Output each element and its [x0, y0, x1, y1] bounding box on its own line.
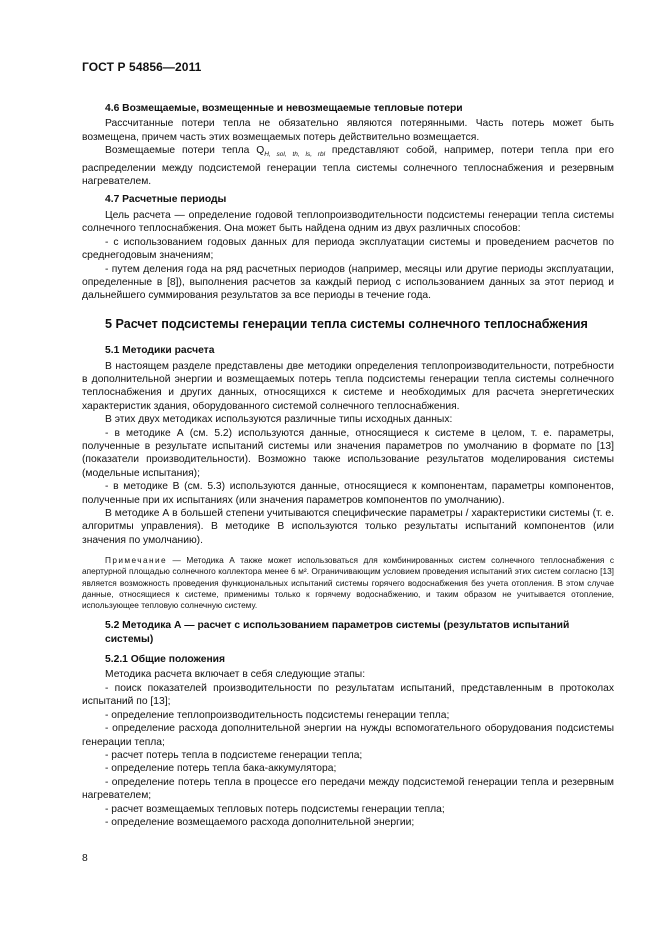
- paragraph: Методика расчета включает в себя следующие этапы:: [105, 669, 366, 681]
- section-heading-4-7: 4.7 Расчетные периоды: [105, 194, 227, 206]
- chapter-heading-5: 5 Расчет подсистемы генерации тепла системы солнечного теплоснабжения: [105, 316, 588, 331]
- paragraph: В настоящем разделе представлены две методики определения теплопроизводительности, потребности в дополнительной энергии и возмещаемых потерь тепла подсистемы генерации тепла системы солнечного теплоснабжения и других данных, относящихся к системе и необходимых для расчета энергетических характеристик здания, оборудованного системой солнечного теплоснабжения.: [82, 360, 614, 412]
- list-item: - расчет возмещаемых тепловых потерь подсистемы генерации тепла;: [105, 803, 445, 815]
- paragraph-with-formula: [82, 144, 614, 188]
- list-item: - определение потерь тепла в процессе его передачи между подсистемой генерации тепла и резервным нагревателем;: [82, 776, 614, 802]
- formula-subscript: H, sol, th, ls, rbl: [264, 151, 326, 159]
- note: [82, 555, 614, 611]
- running-header: ГОСТ Р 54856—2011: [82, 60, 202, 74]
- list-item: - в методике А (см. 5.2) используются данные, относящиеся к системе в целом, т. е. параметры, полученные в результате испытаний системы или значения параметров по умолчанию в формате по [13] (показатели производительности). Возможно также использование результатов моделирования системы (модельные испытания);: [82, 427, 614, 479]
- note-label: Примечание: [105, 555, 168, 566]
- paragraph: В этих двух методиках используются различные типы исходных данных:: [105, 414, 453, 426]
- list-item: - поиск показателей производительности по результатам испытаний, представленным в протоколах испытаний по [13];: [82, 682, 614, 708]
- list-item: - путем деления года на ряд расчетных периодов (например, месяцы или другие периоды эксплуатации, определенные в [8]), выполнения расчетов за каждый период с использованием данных за этот период и дальнейшего суммирования результатов за все периоды в течение года.: [82, 263, 614, 302]
- list-item: - определение расхода дополнительной энергии на нужды вспомогательного оборудования подсистемы генерации тепла;: [82, 723, 614, 748]
- list-item: - определение теплопроизводительность подсистемы генерации тепла;: [105, 709, 450, 721]
- list-item: - с использованием годовых данных для периода эксплуатации системы и проведением расчетов по среднегодовым значениям;: [82, 236, 614, 262]
- document-page: [82, 60, 614, 829]
- section-heading-5-1: 5.1 Методики расчета: [105, 345, 215, 357]
- list-item: - определение возмещаемого расхода дополнительной энергии;: [105, 816, 415, 828]
- section-heading-4-6: 4.6 Возмещаемые, возмещенные и невозмещаемые тепловые потери: [105, 103, 463, 114]
- list-item: - определение потерь тепла бака-аккумулятора;: [105, 763, 337, 775]
- note-text: — Методика А также может использоваться для комбинированных систем солнечного теплоснабжения с апертурной площадью солнечного коллектора менее 6 м². Ограничивающим условием проведения испытаний этих систем согласно [13] является возможность проведения функциональных испытаний системы горячего водоснабжения без учета отопления. В этом случае данные, относящиеся к системе, применимы только к горячему водоснабжению, и таким образом не учитывается отопление, использующее тепловую солнечную систему.: [82, 555, 614, 611]
- paragraph: Цель расчета — определение годовой теплопроизводительности подсистемы генерации тепла системы солнечного теплоснабжения. Она может быть найдена одним из двух различных способов:: [82, 209, 614, 235]
- text-segment: Возмещаемые потери тепла Q: [105, 145, 265, 157]
- page-number: 8: [82, 853, 88, 864]
- paragraph: В методике А в большей степени учитываются специфические параметры / характеристики системы (т. е. алгоритмы управления). В методике В используются только результаты испытаний компонентов (или значения по умолчанию).: [82, 508, 614, 546]
- section-heading-5-2: 5.2 Методика А — расчет с использованием параметров системы (результатов испытаний системы): [105, 620, 570, 645]
- list-item: - в методике В (см. 5.3) используются данные, относящиеся к компонентам, параметры компонентов, полученные при их испытаниях (или значения параметров компонентов по умолчанию).: [82, 481, 614, 506]
- paragraph: Рассчитанные потери тепла не обязательно являются потерянными. Часть потерь может быть возмещена, причем часть этих возмещаемых потерь действительно возмещается.: [82, 118, 614, 143]
- section-heading-5-2-1: 5.2.1 Общие положения: [105, 654, 225, 666]
- text-segment: представляют собой, например, потери тепла при его распределении между подсистемой генерации тепла системы солнечного теплоснабжения и резервным нагревателем.: [82, 145, 614, 188]
- list-item: - расчет потерь тепла в подсистеме генерации тепла;: [105, 749, 363, 761]
